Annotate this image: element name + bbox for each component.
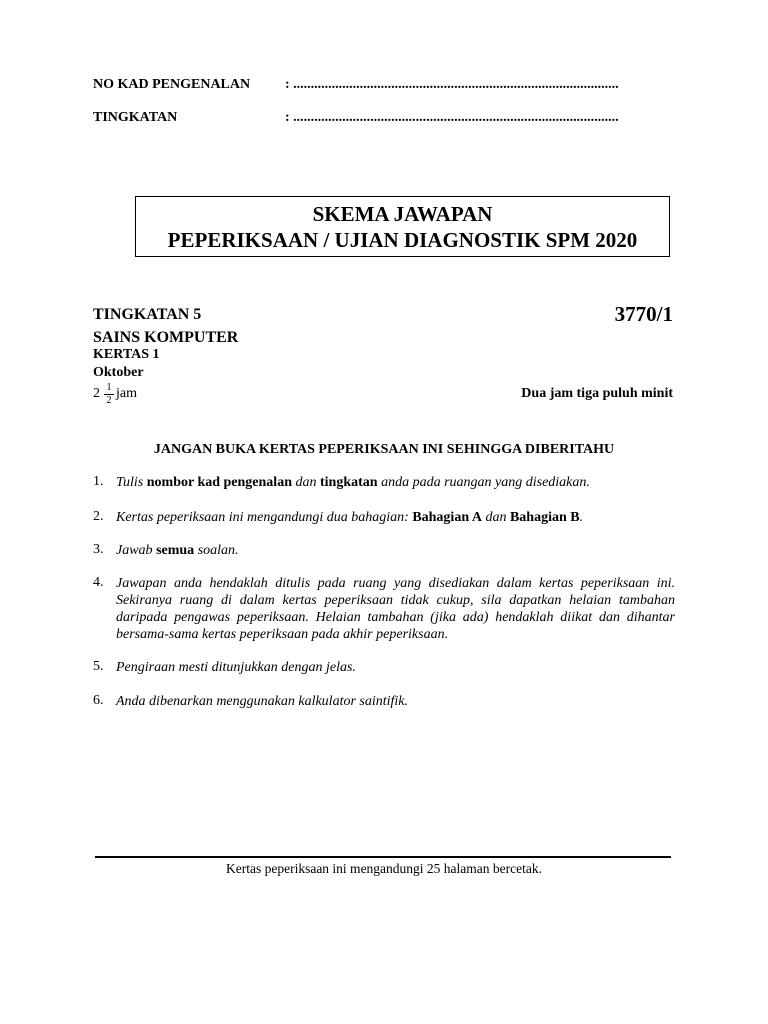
instruction-emphasis: Bahagian A <box>412 510 482 525</box>
instruction-number: 3. <box>93 542 104 557</box>
instruction-text <box>116 542 675 559</box>
instruction-run: Kertas peperiksaan ini mengandungi dua bahagian: <box>116 510 413 525</box>
exam-month: Oktober <box>93 365 144 380</box>
instruction-emphasis: tingkatan <box>319 475 378 490</box>
instruction-run: Anda dibenarkan menggunakan kalkulator saintifik. <box>116 694 409 709</box>
instruction-run: Jawapan anda hendaklah ditulis pada ruang yang disediakan dalam kertas peperiksaan ini. Sekiranya ruang di dalam kertas peperiksaan tidak cukup, sila dapatkan helaian tambahan daripada pengawas peperiksaan. Helaian tambahan (jika ada) hendaklah diikat dan dihantar bersama-sama kertas peperiksaan pada akhir peperiksaan. <box>116 576 675 642</box>
instruction-text <box>116 509 675 526</box>
instruction-3 <box>93 542 675 562</box>
instruction-text <box>116 693 675 710</box>
instruction-emphasis: nombor kad pengenalan <box>146 475 292 490</box>
instruction-number: 5. <box>93 659 104 674</box>
instruction-6 <box>93 693 675 713</box>
duration-fraction <box>104 383 114 406</box>
instruction-5 <box>93 659 675 679</box>
instruction-number: 4. <box>93 575 104 590</box>
paper-number: KERTAS 1 <box>93 347 160 362</box>
instruction-emphasis: semua <box>156 543 195 558</box>
duration-whole: 2 <box>93 386 100 401</box>
paper-code: 3770/1 <box>614 302 673 326</box>
instruction-number: 2. <box>93 509 104 524</box>
form-label: TINGKATAN <box>93 110 178 125</box>
subject-name: SAINS KOMPUTER <box>93 329 239 346</box>
fraction-denominator: 2 <box>106 395 112 406</box>
instruction-number: 6. <box>93 693 104 708</box>
page-count-note: Kertas peperiksaan ini mengandungi 25 halaman bercetak. <box>225 861 542 876</box>
duration-unit: jam <box>116 386 137 401</box>
instruction-run: Pengiraan mesti ditunjukkan dengan jelas. <box>116 660 356 675</box>
instruction-text <box>116 659 675 676</box>
instruction-1 <box>93 474 675 494</box>
instruction-4 <box>93 575 675 647</box>
form-field[interactable]: : ............................................................................................. <box>285 110 619 125</box>
instruction-run: anda pada ruangan yang disediakan. <box>377 475 590 490</box>
title-line-1: SKEMA JAWAPAN <box>312 202 493 226</box>
fraction-numerator: 1 <box>106 382 112 393</box>
instruction-text <box>116 575 675 643</box>
instruction-2 <box>93 509 675 529</box>
id-number-label: NO KAD PENGENALAN <box>93 77 251 92</box>
warning-text: JANGAN BUKA KERTAS PEPERIKSAAN INI SEHINGGA DIBERITAHU <box>153 442 615 457</box>
instruction-number: 1. <box>93 474 104 489</box>
instruction-text <box>116 474 675 491</box>
instruction-run: Jawab <box>116 543 157 558</box>
instruction-emphasis: Bahagian B <box>509 510 580 525</box>
id-number-field[interactable]: : ............................................................................................. <box>285 77 619 92</box>
footer-divider <box>95 856 671 858</box>
form-level: TINGKATAN 5 <box>93 306 202 323</box>
instruction-run: dan <box>481 510 510 525</box>
title-line-2: PEPERIKSAAN / UJIAN DIAGNOSTIK SPM 2020 <box>167 228 638 252</box>
instruction-run: dan <box>291 475 320 490</box>
instruction-run: soalan. <box>194 543 239 558</box>
instruction-run: Tulis <box>116 475 147 490</box>
title-box <box>135 196 670 257</box>
duration-words: Dua jam tiga puluh minit <box>521 386 673 401</box>
instruction-run: . <box>579 510 584 525</box>
